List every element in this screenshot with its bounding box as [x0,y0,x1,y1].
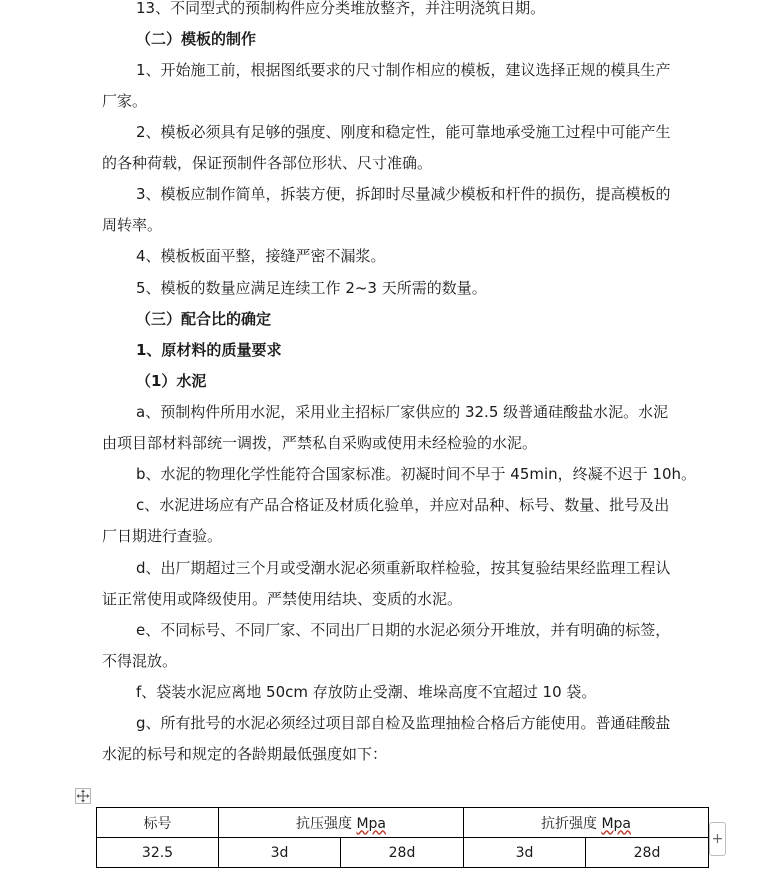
add-column-button[interactable]: + [709,822,726,856]
text-line: c、水泥进场应有产品合格证及材质化验单，并应对品种、标号、数量、批号及出 [136,496,670,514]
text-line: 证正常使用或降级使用。严禁使用结块、变质的水泥。 [102,590,463,608]
header-grade[interactable]: 标号 [97,808,219,838]
cell-compressive-28d[interactable]: 28d [341,838,464,868]
table-header-row [97,808,709,838]
strength-table [96,807,709,868]
unit-label: Mpa [601,815,631,832]
text-line: 5、模板的数量应满足连续工作 2~3 天所需的数量。 [136,279,487,297]
text-line: 由项目部材料部统一调拨，严禁私自采购或使用未经检验的水泥。 [102,434,538,452]
unit-label: Mpa [356,815,386,832]
section-heading: （二）模板的制作 [136,30,257,48]
text-line: 3、模板应制作简单，拆装方便，拆卸时尽量减少模板和杆件的损伤，提高模板的 [136,185,671,203]
section-heading: （三）配合比的确定 [136,310,272,328]
text-line: 13、不同型式的预制构件应分类堆放整齐，并注明浇筑日期。 [136,0,546,17]
header-compressive[interactable]: 抗压强度 Mpa [219,808,464,838]
text-line: 的各种荷载，保证预制件各部位形状、尺寸准确。 [102,154,433,172]
text-line: 4、模板板面平整，接缝严密不漏浆。 [136,247,386,265]
cell-flexural-28d[interactable]: 28d [586,838,709,868]
text-line: 厂家。 [102,92,148,110]
text-line: 厂日期进行查验。 [102,527,223,545]
text-line: a、预制构件所用水泥，采用业主招标厂家供应的 32.5 级普通硅酸盐水泥。水泥 [136,403,669,421]
text-line: f、袋装水泥应离地 50cm 存放防止受潮、堆垛高度不宜超过 10 袋。 [136,683,597,701]
table-row [97,838,709,868]
text-line: b、水泥的物理化学性能符合国家标准。初凝时间不早于 45min，终凝不迟于 10h。 [136,465,697,483]
cell-flexural-3d[interactable]: 3d [464,838,586,868]
cell-grade[interactable]: 32.5 [97,838,219,868]
subsection-heading: 1、原材料的质量要求 [136,341,282,359]
text-line: 水泥的标号和规定的各龄期最低强度如下： [102,745,388,763]
text-line: 不得混放。 [102,652,178,670]
text-line: g、所有批号的水泥必须经过项目部自检及监理抽检合格后方能使用。普通硅酸盐 [136,714,671,732]
cell-compressive-3d[interactable]: 3d [219,838,341,868]
text-line: d、出厂期超过三个月或受潮水泥必须重新取样检验，按其复验结果经监理工程认 [136,559,671,577]
move-arrows-icon[interactable] [75,788,91,804]
item-heading: （1）水泥 [136,372,207,390]
text-line: 2、模板必须具有足够的强度、刚度和稳定性，能可靠地承受施工过程中可能产生 [136,123,671,141]
text-line: e、不同标号、不同厂家、不同出厂日期的水泥必须分开堆放，并有明确的标签， [136,621,671,639]
text-line: 周转率。 [102,216,163,234]
header-flexural[interactable]: 抗折强度 Mpa [464,808,709,838]
text-line: 1、开始施工前，根据图纸要求的尺寸制作相应的模板，建议选择正规的模具生产 [136,61,671,79]
